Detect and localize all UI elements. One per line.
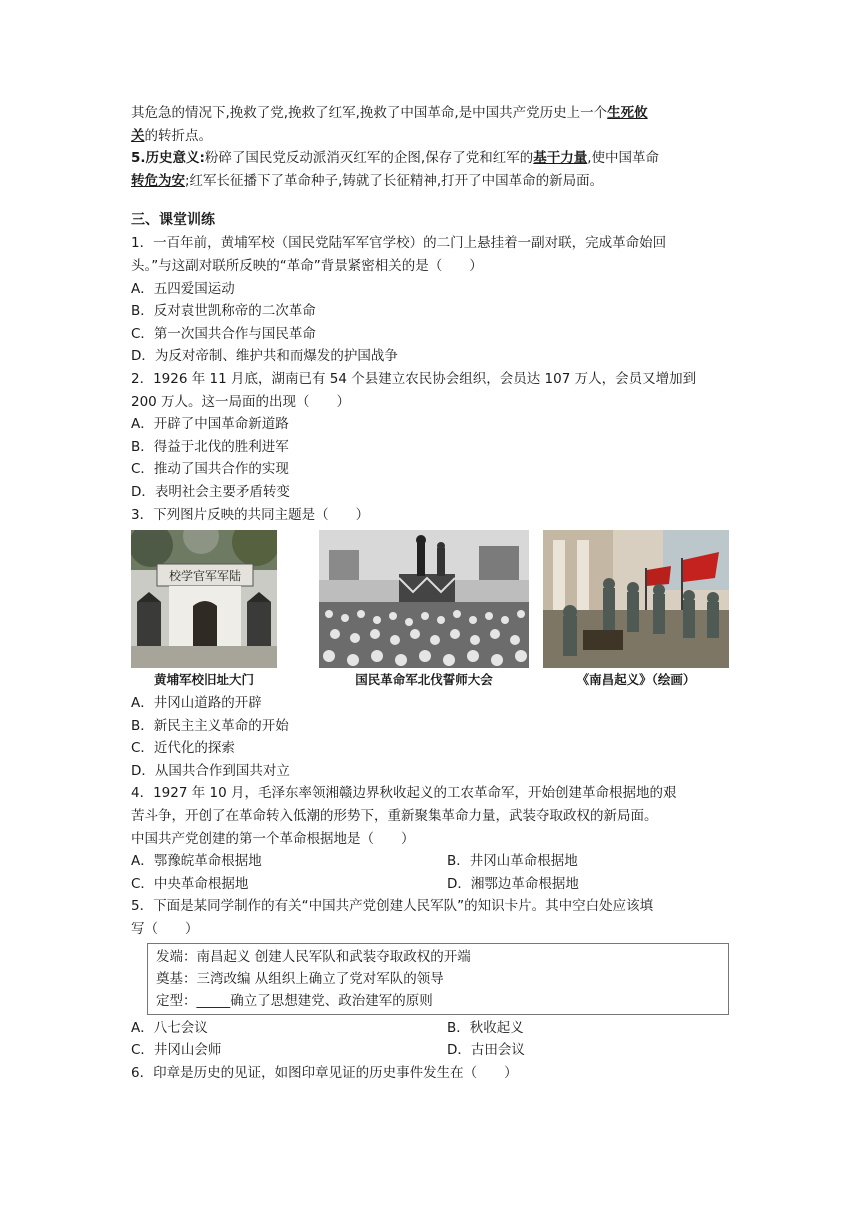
q2-option: C．推动了国共合作的实现 [131,461,289,478]
intro-line-1 [131,102,731,125]
figure-whampoa-gate [131,530,277,688]
significance-line-1 [131,147,731,170]
q4-stem: 中国共产党创建的第一个革命根据地是（ ） [131,830,415,847]
q3-stem: 3．下列图片反映的共同主题是（ ） [131,506,370,523]
q6-stem: 6．印章是历史的见证，如图印章见证的历史事件发生在（ ） [131,1064,518,1081]
q5-option: C．井冈山会师 [131,1042,222,1059]
q4-option: D．湘鄂边革命根据地 [447,875,579,892]
caption-whampoa: 黄埔军校旧址大门 [153,672,254,688]
gate-sign-text: 校学官军军陆 [168,569,242,584]
caption-nanchang: 《南昌起义》（绘画） [576,672,696,688]
q4-option: A．鄂豫皖革命根据地 [131,853,262,870]
q5-stem: 5．下面是某同学制作的有关“中国共产党创建人民军队”的知识卡片。其中空白处应该填 [131,898,654,915]
q1-option: C．第一次国共合作与国民革命 [131,325,316,342]
q1-stem: 头。”与这副对联所反映的“革命”背景紧密相关的是（ ） [131,257,483,274]
q2-option: B．得益于北伐的胜利进军 [131,438,289,455]
q5-stem: 写（ ） [131,921,199,938]
key-term: 生死攸 [607,105,648,121]
significance-text: ,使中国革命 [587,150,660,167]
intro-text: 其危急的情况下,挽救了党,挽救了红军,挽救了中国革命,是中国共产党历史上一个 [131,105,608,121]
northern-expedition-photo [319,530,529,668]
q4-stem: 4．1927 年 10 月，毛泽东率领湘赣边界秋收起义的工农革命军，开始创建革命根据地的艰 [131,785,677,802]
card-line: 发端：南昌起义 创建人民军队和武装夺取政权的开端 [156,948,471,965]
card-line: 奠基：三湾改编 从组织上确立了党对军队的领导 [156,970,444,987]
card-line: 定型：_____确立了思想建党、政治建军的原则 [156,992,433,1009]
q3-option: D．从国共合作到国共对立 [131,762,290,779]
q5-options-row [131,1017,731,1040]
q4-options-row [131,850,731,873]
q5-option: A．八七会议 [131,1019,208,1036]
caption-northern-expedition: 国民革命军北伐誓师大会 [355,672,493,688]
figure-nanchang-uprising [543,530,729,688]
q2-option: D．表明社会主要矛盾转变 [131,483,290,500]
q3-option: B．新民主主义革命的开始 [131,717,289,734]
q4-option: C．中央革命根据地 [131,875,249,892]
q5-options-row [131,1039,731,1062]
key-term: 基干力量 [533,150,588,167]
key-term: 转危为安 [131,172,185,189]
q3-option: A．井冈山道路的开辟 [131,695,262,712]
q1-stem: 1．一百年前，黄埔军校（国民党陆军军官学校）的二门上悬挂着一副对联，完成革命始回 [131,235,667,252]
q4-option: B．井冈山革命根据地 [447,853,578,870]
q1-option: D．为反对帝制、维护共和而爆发的护国战争 [131,348,398,365]
knowledge-card [147,943,729,1015]
q5-option: D．古田会议 [447,1042,525,1059]
q4-options-row [131,873,731,896]
nanchang-uprising-painting [543,530,729,668]
figure-northern-expedition [319,530,529,688]
q4-stem: 苦斗争，开创了在革命转入低潮的形势下，重新聚集革命力量，武装夺取政权的新局面。 [131,808,658,825]
q2-stem: 200 万人。这一局面的出现（ ） [131,393,351,410]
significance-text: 粉碎了国民党反动派消灭红军的企图,保存了党和红军的 [204,150,534,167]
significance-text: ;红军长征播下了革命种子,铸就了长征精神,打开了中国革命的新局面。 [185,172,604,189]
q1-option: B．反对袁世凯称帝的二次革命 [131,303,316,320]
intro-line-2 [131,125,731,148]
intro-text: 的转折点。 [144,127,212,144]
key-term: 关 [131,127,145,144]
section-title: 三、课堂训练 [131,212,215,229]
q2-stem: 2．1926 年 11 月底，湖南已有 54 个县建立农民协会组织，会员达 107 万人，会员又增加到 [131,370,697,387]
significance-line-2 [131,170,731,193]
q3-figures [131,530,731,690]
document-page [131,102,731,1084]
significance-label: 5.历史意义: [131,150,205,167]
whampoa-gate-photo [131,530,277,668]
q5-option: B．秋收起义 [447,1019,524,1036]
q2-option: A．开辟了中国革命新道路 [131,416,289,433]
q3-option: C．近代化的探索 [131,740,235,757]
q1-option: A．五四爱国运动 [131,280,235,297]
